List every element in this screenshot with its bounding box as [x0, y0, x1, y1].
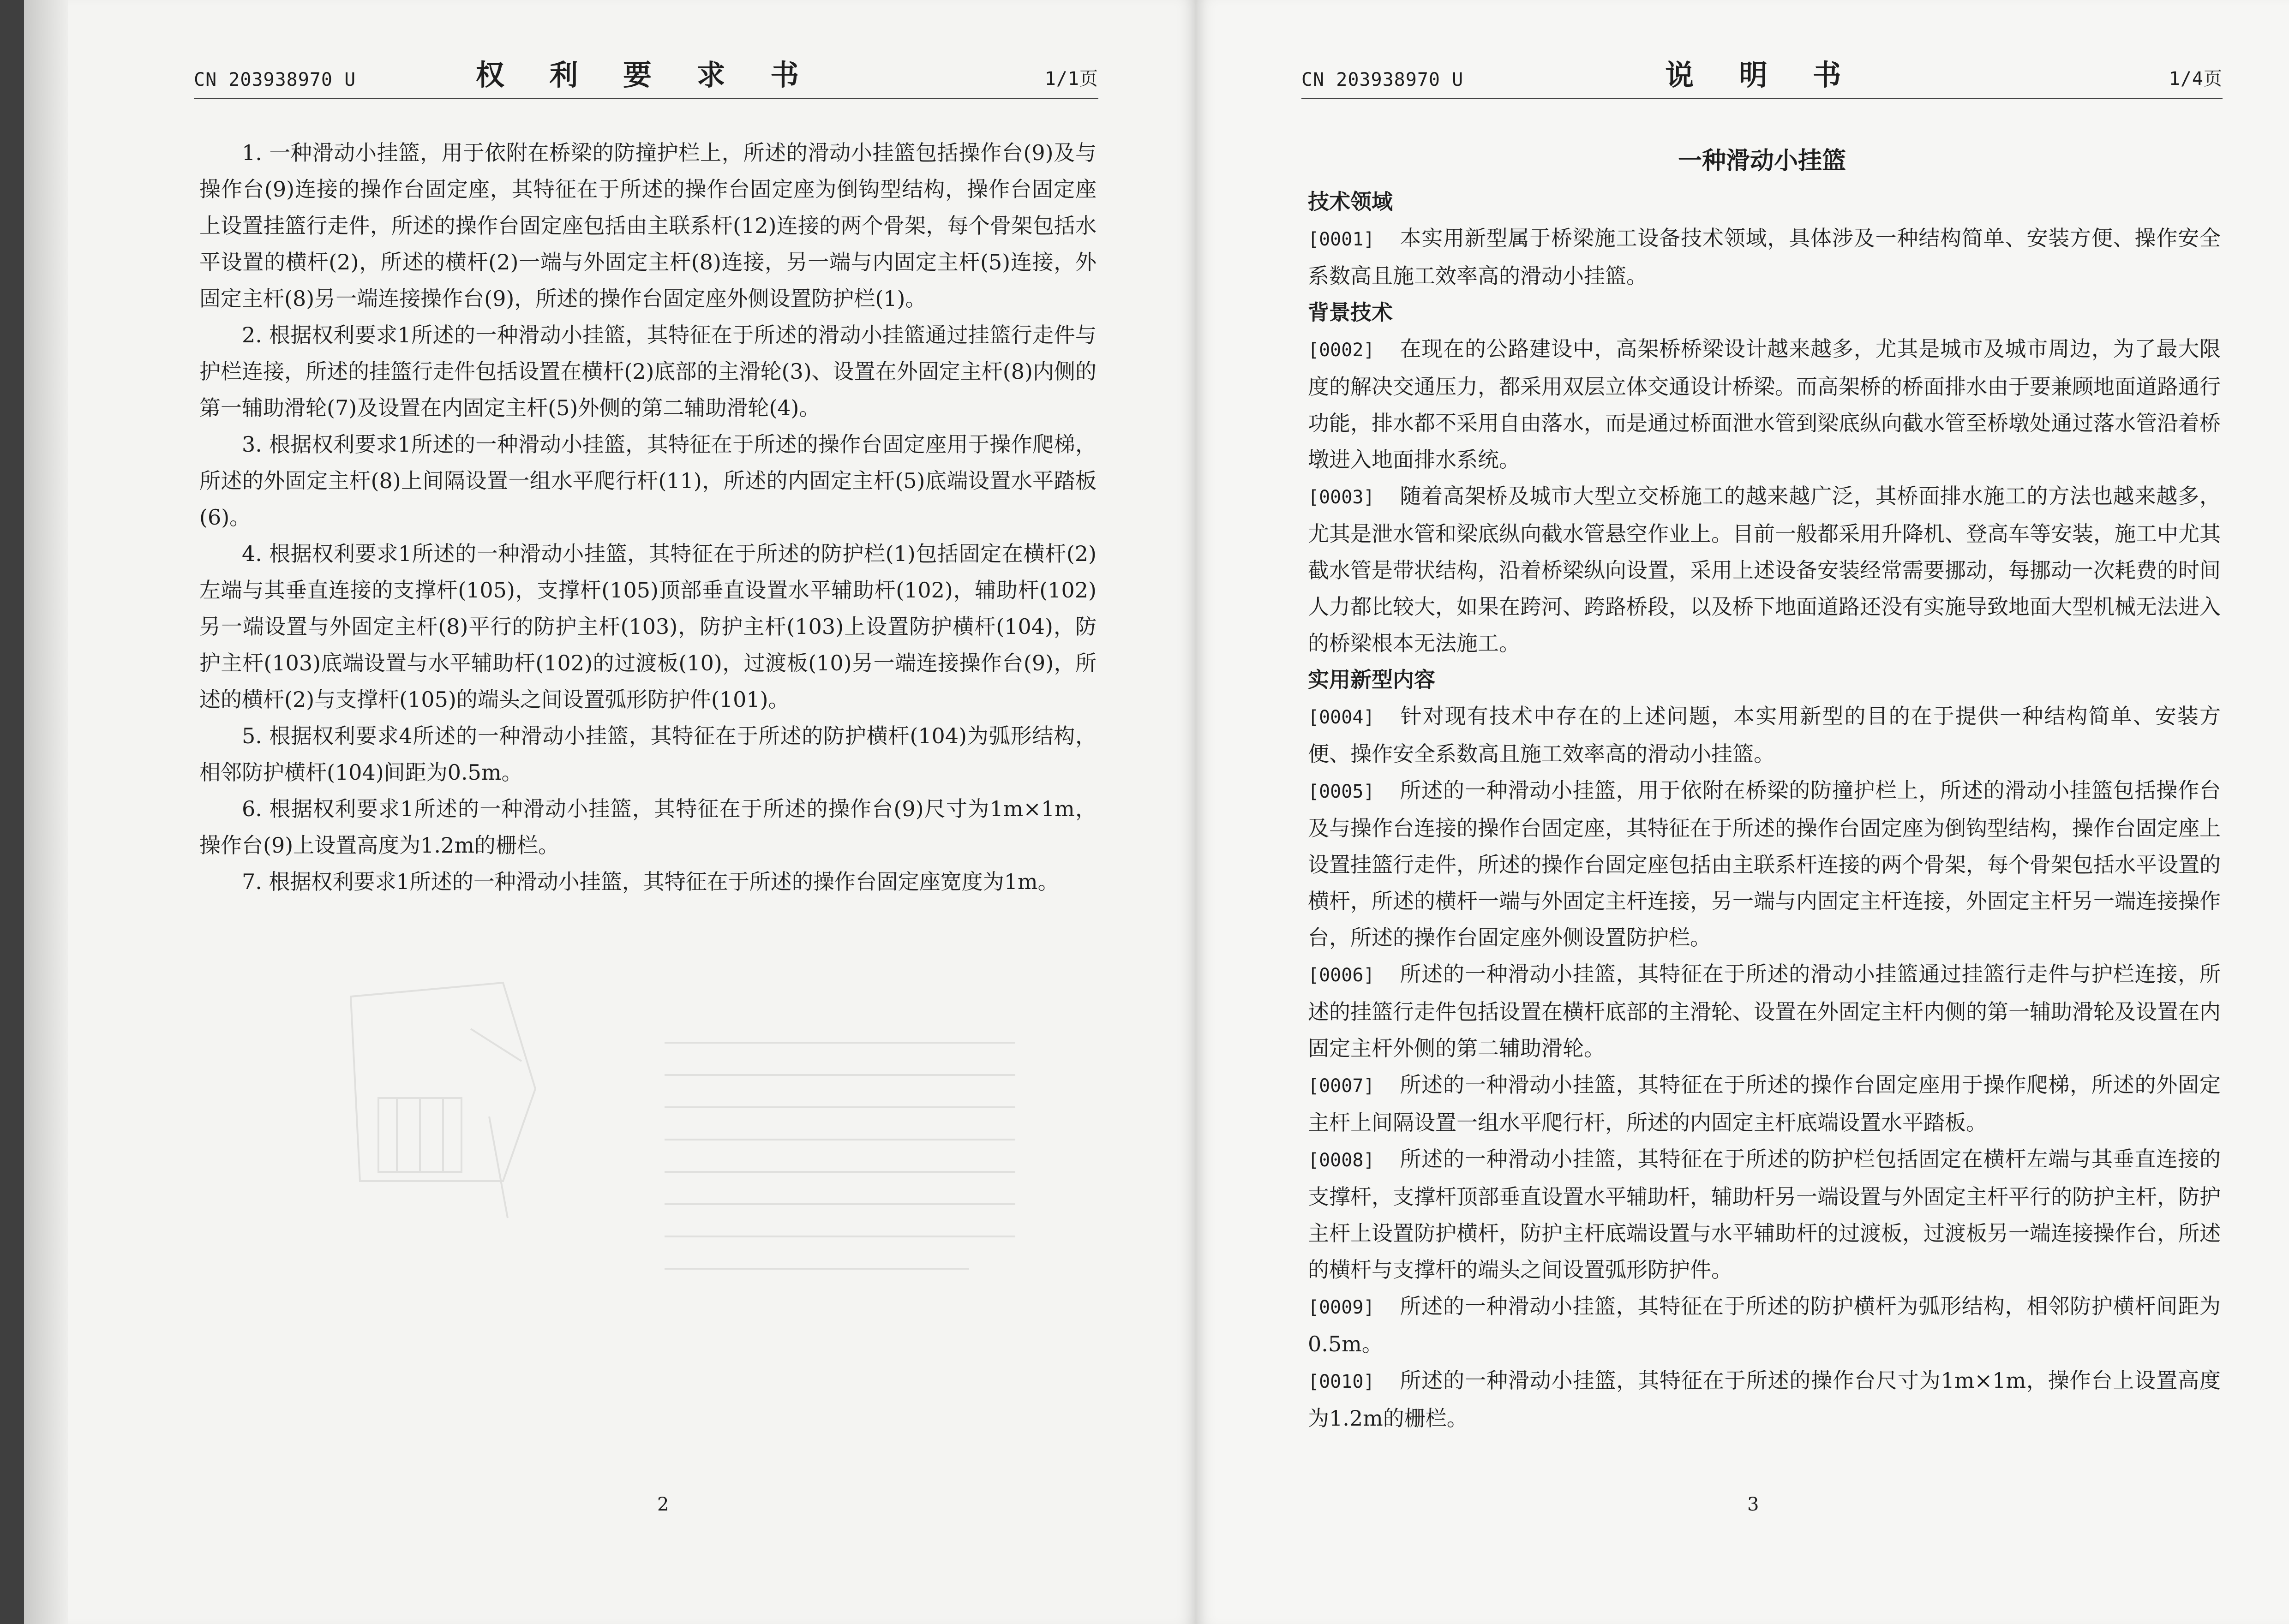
claims-header [194, 33, 1098, 99]
paragraph-number: [0005] [1308, 781, 1375, 802]
description-header [1301, 33, 2223, 99]
paragraph [1308, 478, 2221, 662]
page-number: 2 [657, 1494, 669, 1515]
paragraph-number: [0001] [1308, 229, 1375, 250]
page-indicator: 1/1页 [1044, 68, 1098, 90]
page-title: 说 明 书 [1665, 58, 1859, 92]
claims-body [199, 135, 1097, 900]
claim-5: 5. 根据权利要求4所述的一种滑动小挂篮，其特征在于所述的防护横杆(104)为弧形结构，相邻防护横杆(104)间距为0.5m。 [199, 723, 1097, 785]
paragraph [1308, 331, 2221, 478]
paragraph [1308, 698, 2221, 772]
paragraph-number: [0010] [1308, 1371, 1375, 1392]
binding-gutter [24, 0, 68, 1624]
claim-1: 1. 一种滑动小挂篮，用于依附在桥梁的防撞护栏上，所述的滑动小挂篮包括操作台(9)及与操作台(9)连接的操作台固定座，其特征在于所述的操作台固定座为倒钩型结构，操作台固定座上设置挂篮行走件，所述的操作台固定座包括由主联系杆(12)连接的两个骨架，每个骨架包括水平设置的横杆(2)，所述的横杆(2)一端与外固定主杆(8)连接，另一端与内固定主杆(5)连接，外固定主杆(8)另一端连接操作台(9)，所述的操作台固定座外侧设置防护栏(1)。 [199, 140, 1097, 311]
paragraph-text: 随着高架桥及城市大型立交桥施工的越来越广泛，其桥面排水施工的方法也越来越多，尤其是泄水管和梁底纵向截水管悬空作业上。目前一般都采用升降机、登高车等安装，施工中尤其截水管是带状结构，沿着桥梁纵向设置，采用上述设备安装经常需要挪动，每挪动一次耗费的时间人力都比较大，如果在跨河、跨路桥段，以及桥下地面道路还没有实施导致地面大型机械无法进入的桥梁根本无法施工。 [1308, 484, 2221, 656]
paragraph-text: 所述的一种滑动小挂篮，其特征在于所述的滑动小挂篮通过挂篮行走件与护栏连接，所述的挂篮行走件包括设置在横杆底部的主滑轮、设置在外固定主杆内侧的第一辅助滑轮及设置在内固定主杆外侧的第二辅助滑轮。 [1308, 961, 2221, 1061]
claim-3: 3. 根据权利要求1所述的一种滑动小挂篮，其特征在于所述的操作台固定座用于操作爬梯，所述的外固定主杆(8)上间隔设置一组水平爬行杆(11)，所述的内固定主杆(5)底端设置水平踏板(6)。 [199, 432, 1097, 530]
binding-edge [0, 0, 24, 1624]
section-heading: 背景技术 [1308, 300, 1393, 325]
paragraph [1308, 1362, 2221, 1437]
description-body [1308, 184, 2221, 1437]
right-page-description [1196, 0, 2289, 1624]
patent-number: CN 203938970 U [194, 69, 356, 90]
paragraph-text: 本实用新型属于桥梁施工设备技术领域，具体涉及一种结构简单、安装方便、操作安全系数高且施工效率高的滑动小挂篮。 [1308, 226, 2221, 288]
claim-4: 4. 根据权利要求1所述的一种滑动小挂篮，其特征在于所述的防护栏(1)包括固定在横杆(2)左端与其垂直连接的支撑杆(105)，支撑杆(105)顶部垂直设置水平辅助杆(102)，辅助杆(102)另一端设置与外固定主杆(8)平行的防护主杆(103)，防护主杆(103)上设置防护横杆(104)，防护主杆(103)底端设置与水平辅助杆(102)的过渡板(10)，过渡板(10)另一端连接操作台(9)，所述的横杆(2)与支撑杆(105)的端头之间设置弧形防护件(101)。 [199, 541, 1097, 712]
paragraph-text: 所述的一种滑动小挂篮，其特征在于所述的操作台尺寸为1m×1m，操作台上设置高度为1.2m的栅栏。 [1308, 1368, 2221, 1431]
paragraph-text: 所述的一种滑动小挂篮，其特征在于所述的操作台固定座用于操作爬梯，所述的外固定主杆上间隔设置一组水平爬行杆，所述的内固定主杆底端设置水平踏板。 [1308, 1072, 2221, 1135]
page-number: 3 [1747, 1494, 1759, 1515]
paragraph-number: [0004] [1308, 707, 1375, 728]
section-heading: 技术领域 [1308, 189, 1393, 214]
paragraph [1308, 772, 2221, 956]
paragraph-text: 所述的一种滑动小挂篮，其特征在于所述的防护栏包括固定在横杆左端与其垂直连接的支撑杆，支撑杆顶部垂直设置水平辅助杆，辅助杆另一端设置与外固定主杆平行的防护主杆，防护主杆上设置防护横杆，防护主杆底端设置与水平辅助杆的过渡板，过渡板另一端连接操作台，所述的横杆与支撑杆的端头之间设置弧形防护件。 [1308, 1146, 2221, 1282]
paragraph-text: 所述的一种滑动小挂篮，用于依附在桥梁的防撞护栏上，所述的滑动小挂篮包括操作台及与操作台连接的操作台固定座，其特征在于所述的操作台固定座为倒钩型结构，操作台固定座上设置挂篮行走件，所述的操作台固定座包括由主联系杆连接的两个骨架，每个骨架包括水平设置的横杆，所述的横杆一端与外固定主杆连接，另一端与内固定主杆连接，外固定主杆另一端连接操作台，所述的操作台固定座外侧设置防护栏。 [1308, 778, 2221, 950]
paragraph-text: 针对现有技术中存在的上述问题，本实用新型的目的在于提供一种结构简单、安装方便、操作安全系数高且施工效率高的滑动小挂篮。 [1308, 704, 2221, 766]
paragraph-text: 所述的一种滑动小挂篮，其特征在于所述的防护横杆为弧形结构，相邻防护横杆间距为0.5m。 [1308, 1294, 2221, 1356]
claim-6: 6. 根据权利要求1所述的一种滑动小挂篮，其特征在于所述的操作台(9)尺寸为1m×1m，操作台(9)上设置高度为1.2m的栅栏。 [199, 796, 1097, 858]
claim-2: 2. 根据权利要求1所述的一种滑动小挂篮，其特征在于所述的滑动小挂篮通过挂篮行走件与护栏连接，所述的挂篮行走件包括设置在横杆(2)底部的主滑轮(3)、设置在外固定主杆(8)内侧的第一辅助滑轮(7)及设置在内固定主杆(5)外侧的第二辅助滑轮(4)。 [199, 322, 1097, 420]
paragraph-number: [0003] [1308, 487, 1375, 508]
document-title: 一种滑动小挂篮 [1678, 147, 1846, 175]
paragraph [1308, 956, 2221, 1067]
paragraph-number: [0008] [1308, 1150, 1375, 1171]
paragraph-number: [0007] [1308, 1075, 1375, 1097]
paragraph [1308, 1288, 2221, 1362]
page-indicator: 1/4页 [2169, 68, 2223, 90]
paragraph-number: [0002] [1308, 340, 1375, 361]
paragraph-text: 在现在的公路建设中，高架桥桥梁设计越来越多，尤其是城市及城市周边，为了最大限度的解决交通压力，都采用双层立体交通设计桥梁。而高架桥的桥面排水由于要兼顾地面道路通行功能，排水都不采用自由落水，而是通过桥面泄水管到梁底纵向截水管至桥墩处通过落水管沿着桥墩进入地面排水系统。 [1308, 336, 2221, 472]
paragraph [1308, 1141, 2221, 1288]
page-title: 权 利 要 求 书 [475, 58, 817, 92]
paragraph [1308, 1067, 2221, 1141]
paragraph-number: [0006] [1308, 965, 1375, 986]
claim-7: 7. 根据权利要求1所述的一种滑动小挂篮，其特征在于所述的操作台固定座宽度为1m。 [242, 869, 1059, 894]
patent-number: CN 203938970 U [1301, 69, 1464, 90]
section-heading: 实用新型内容 [1308, 667, 1435, 692]
paragraph [1308, 220, 2221, 294]
paragraph-number: [0009] [1308, 1297, 1375, 1318]
